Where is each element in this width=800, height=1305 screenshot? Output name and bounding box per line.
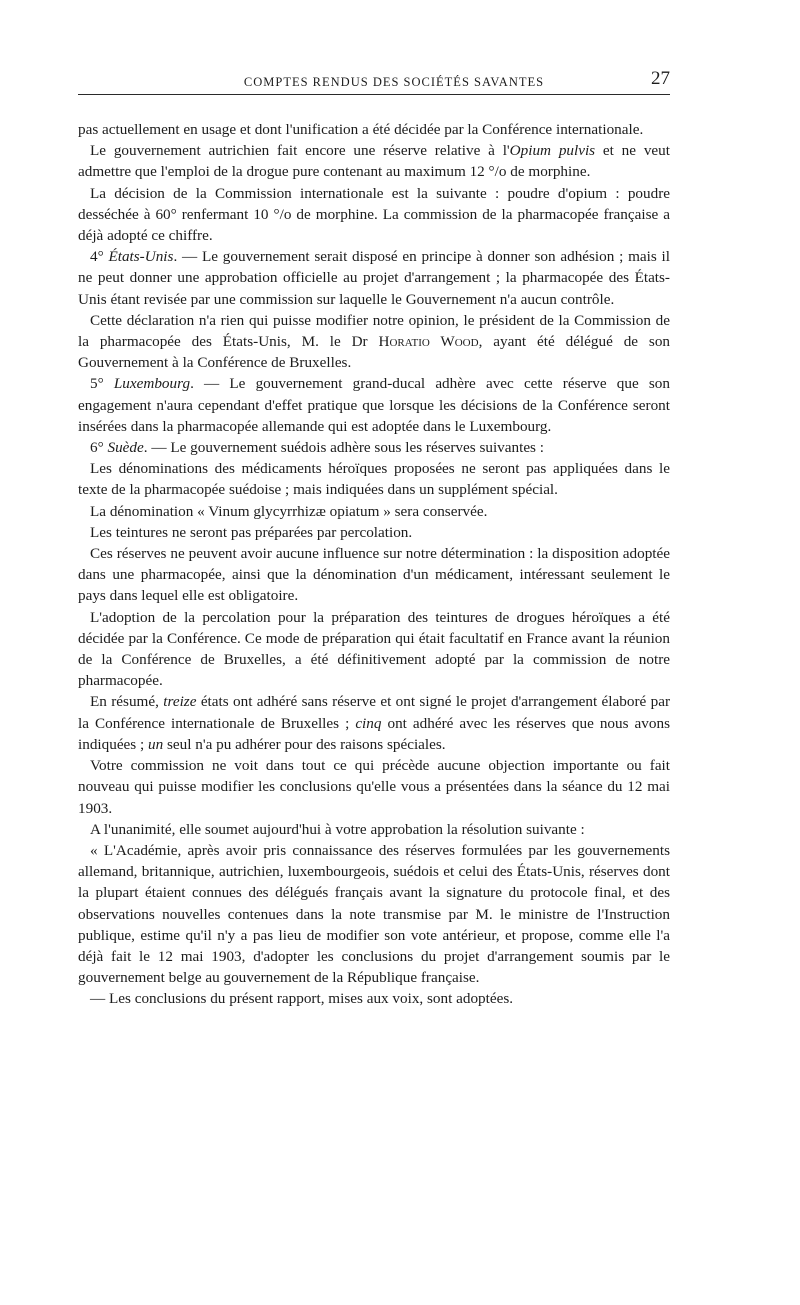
paragraph: Ces réserves ne peuvent avoir aucune influence sur notre détermination : la disposition adoptée dans une pharmacopée, ainsi que la dénomination d'un médicament, intéressant seulement le pays dans lequel elle est obligatoire. [78, 545, 670, 605]
paragraph: Votre commission ne voit dans tout ce qui précède aucune objection importante ou fait nouveau qui puisse modifier les conclusions qu'elle vous a présentées dans la séance du 12 mai 1903. [78, 757, 670, 817]
paragraph: Le gouvernement autrichien fait encore une réserve relative à l'Opium pulvis et ne veut admettre que l'emploi de la drogue pure contenant au maximum 12 °/o de morphine. [78, 142, 670, 181]
paragraph: En résumé, treize états ont adhéré sans réserve et ont signé le projet d'arrangement élaboré par la Conférence internationale de Bruxelles ; cinq ont adhéré avec les réserves que nous avons indiquées ; un seul n'a pu adhérer pour des raisons spéciales. [78, 693, 670, 753]
paragraph: A l'unanimité, elle soumet aujourd'hui à votre approbation la résolution suivante : [90, 820, 585, 838]
paragraph: pas actuellement en usage et dont l'unification a été décidée par la Conférence internationale. [78, 121, 644, 138]
section-country: États-Unis [108, 248, 174, 266]
document-page [78, 62, 670, 1010]
paragraph: La décision de la Commission internationale est la suivante : poudre d'opium : poudre desséchée à 60° renfermant 10 °/o de morphine. La commission de la pharmacopée française a déjà adopté ce chiffre. [78, 184, 670, 245]
paragraph: Cette déclaration n'a rien qui puisse modifier notre opinion, le président de la Commission de la pharmacopée des États-Unis, M. le Dr Horatio Wood, ayant été délégué de son Gouvernement à la Conférence de Bruxelles. [78, 311, 671, 372]
paragraph: Les dénominations des médicaments héroïques proposées ne seront pas appliquées dans le texte de la pharmacopée suédoise ; mais indiquées dans un supplément spécial. [78, 460, 670, 499]
paragraph: « L'Académie, après avoir pris connaissance des réserves formulées par les gouvernements allemand, britannique, autrichien, luxembourgeois, suédois et celui des États-Unis, réserves dont la plupart étaient connues des délégués français avant la signature du protocole final, et des observations nouvelles contenues dans la note transmise par M. le ministre de l'Instruction publique, estime qu'il n'y a pas lieu de modifier son vote antérieur, et propose, comme elle l'a déjà fait le 12 mai 1903, d'adopter les conclusions du projet d'arrangement soumis par le gouvernement belge au gouvernement de la République française. [78, 841, 670, 987]
paragraph: — Les conclusions du présent rapport, mises aux voix, sont adoptées. [90, 990, 514, 1008]
italic-count: un [148, 735, 164, 753]
paragraph: Les teintures ne seront pas préparées par percolation. [90, 523, 413, 541]
paragraph: La dénomination « Vinum glycyrrhizæ opiatum » sera conservée. [90, 502, 488, 520]
italic-count: treize [163, 693, 197, 711]
italic-count: cinq [355, 714, 382, 732]
body-text [78, 119, 670, 1010]
paragraph: 4° États-Unis. — Le gouvernement serait disposé en principe à donner son adhésion ; mais il ne peut donner une approbation officielle au projet d'arrangement ; la pharmacopée des États-Unis étant revisée par une commission sur laquelle le Gouvernement n'a aucun contrôle. [78, 248, 670, 308]
page-header [78, 62, 670, 95]
paragraph: 6° Suède. — Le gouvernement suédois adhère sous les réserves suivantes : [90, 439, 544, 457]
section-country: Suède [107, 439, 144, 457]
section-country: Luxembourg [113, 375, 191, 393]
page-number: 27 [651, 68, 670, 89]
running-title: COMPTES RENDUS DES SOCIÉTÉS SAVANTES [243, 75, 545, 89]
paragraph: 5° Luxembourg. — Le gouvernement grand-ducal adhère avec cette réserve que son engagement n'aura cependant d'effet pratique que lorsque les décisions de la Conférence seront insérées dans la pharmacopée allemande qui est adoptée dans le Luxembourg. [78, 375, 670, 435]
italic-term: Opium pulvis [509, 142, 596, 160]
person-name: Horatio Wood [378, 333, 479, 351]
paragraph: L'adoption de la percolation pour la préparation des teintures de drogues héroïques a été décidée par la Conférence. Ce mode de préparation qui était facultatif en France avant la réunion de la Conférence de Bruxelles, a été définitivement adopté par la commission de notre pharmacopée. [78, 608, 670, 690]
